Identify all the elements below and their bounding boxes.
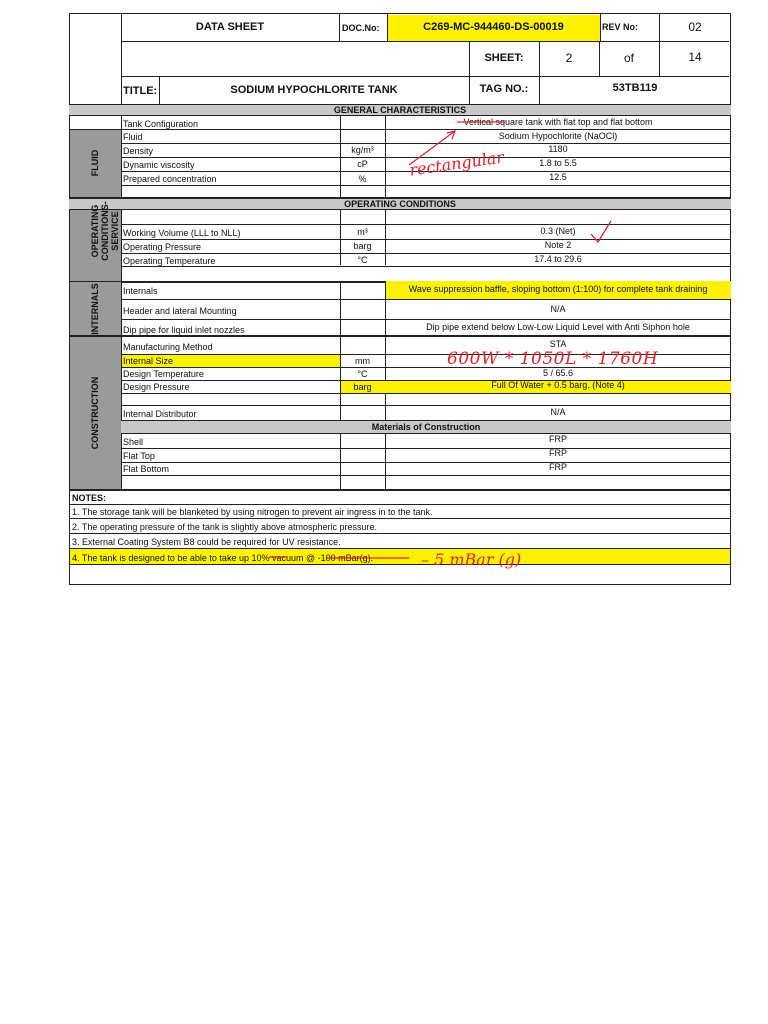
internals-value: Wave suppression baffle, sloping bottom (1:100) for complete tank draining [408, 284, 708, 294]
operating-group-label-3: SERVICE [110, 211, 120, 251]
internal-distributor-label: Internal Distributor [123, 409, 197, 419]
operating-section-title: OPERATING CONDITIONS [344, 199, 456, 209]
data-sheet [69, 13, 731, 585]
internals-group-label: INTERNALS [90, 283, 100, 335]
density-label: Density [123, 146, 154, 156]
header-mounting-label: Header and lateral Mounting [123, 306, 237, 316]
manufacturing-method-label: Manufacturing Method [123, 342, 213, 352]
concentration-unit: % [358, 174, 367, 184]
viscosity-unit: cP [357, 159, 368, 169]
annotation-marks [69, 13, 731, 585]
working-volume-unit: m³ [357, 227, 368, 237]
fluid-group-label: FLUID [90, 149, 100, 177]
tag-value: 53TB119 [612, 82, 658, 94]
dip-pipe-value: Dip pipe extend below Low-Low Liquid Level with Anti Siphon hole [426, 322, 690, 332]
internal-size-unit: mm [355, 356, 370, 366]
density-unit: kg/m³ [351, 145, 374, 155]
header-mounting-value: N/A [550, 304, 566, 314]
sheet-number: 2 [565, 51, 573, 65]
title-label: TITLE: [123, 85, 158, 97]
tank-config-value: Vertical square tank with flat top and flat bottom [463, 117, 653, 127]
concentration-label: Prepared concentration [123, 174, 217, 184]
operating-group-label-1: OPERATING [90, 204, 100, 258]
rev-label: REV No: [602, 22, 638, 32]
check-mark [591, 221, 611, 242]
of-label: of [623, 51, 634, 65]
working-volume-label: Working Volume (LLL to NLL) [123, 228, 241, 238]
manufacturing-method-value: STA [549, 339, 567, 349]
note-3: 3. External Coating System B8 could be required for UV resistance. [72, 537, 341, 547]
rev-value: 02 [688, 20, 702, 34]
note-4: 4. The tank is designed to be able to take up 10% vacuum @ -100 mBar(g). [72, 553, 374, 563]
operating-temperature-value: 17.4 to 29.6 [534, 254, 582, 264]
sheet-label: SHEET: [484, 52, 524, 64]
working-volume-value: 0.3 (Net) [540, 226, 576, 236]
material-bottom-value: FRP [549, 462, 567, 472]
doc-no-label: DOC.No: [342, 23, 380, 33]
doc-no-value: C269-MC-944460-DS-00019 [423, 21, 564, 33]
operating-group-label-2: CONDITIONS- [100, 201, 110, 261]
concentration-value: 12.5 [549, 172, 567, 182]
design-temperature-value: 5 / 65.6 [542, 368, 574, 378]
annotation-rectangular: rectangular [408, 147, 506, 180]
operating-temperature-unit: °C [357, 255, 368, 265]
note-2: 2. The operating pressure of the tank is slightly above atmospheric pressure. [72, 522, 377, 532]
general-section-title: GENERAL CHARACTERISTICS [333, 105, 467, 115]
design-pressure-value: Full Of Water + 0.5 barg. (Note 4) [491, 380, 625, 390]
operating-pressure-label: Operating Pressure [123, 242, 202, 252]
tank-config-label: Tank Configuration [123, 119, 199, 129]
tag-label: TAG NO.: [479, 83, 529, 95]
material-shell-label: Shell [123, 437, 144, 447]
material-shell-value: FRP [549, 434, 567, 444]
operating-pressure-unit: barg [353, 241, 372, 251]
operating-pressure-value: Note 2 [544, 240, 572, 250]
design-temperature-unit: °C [357, 369, 368, 379]
viscosity-value: 1.8 to 5.5 [539, 158, 577, 168]
material-top-label: Flat Top [123, 451, 155, 461]
density-value: 1180 [548, 144, 568, 154]
materials-title: Materials of Construction [371, 422, 481, 432]
design-temperature-label: Design Temperature [123, 369, 204, 379]
viscosity-label: Dynamic viscosity [123, 160, 195, 170]
dip-pipe-label: Dip pipe for liquid inlet nozzles [123, 325, 245, 335]
data-sheet-title: DATA SHEET [195, 21, 265, 33]
internal-size-label: Internal Size [123, 356, 174, 366]
fluid-row-label: Fluid [123, 132, 143, 142]
internal-distributor-value: N/A [550, 407, 566, 417]
design-pressure-unit: barg [353, 382, 372, 392]
notes-title: NOTES: [72, 493, 107, 503]
design-pressure-label: Design Pressure [123, 382, 190, 392]
document-title: SODIUM HYPOCHLORITE TANK [230, 84, 398, 96]
note-1: 1. The storage tank will be blanketed by using nitrogen to prevent air ingress in to the tank. [72, 507, 433, 517]
fluid-row-value: Sodium Hypochlorite (NaOCl) [498, 131, 618, 141]
construction-group-label: CONSTRUCTION [90, 376, 100, 450]
annotation-vacuum: – 5 mBar (g) [421, 550, 522, 569]
operating-temperature-label: Operating Temperature [123, 256, 216, 266]
sheet-total: 14 [688, 50, 702, 64]
annotation-internal-size: 600W * 1050L * 1760H [447, 349, 659, 369]
material-bottom-label: Flat Bottom [123, 464, 170, 474]
internals-label: Internals [123, 286, 158, 296]
material-top-value: FRP [549, 448, 567, 458]
